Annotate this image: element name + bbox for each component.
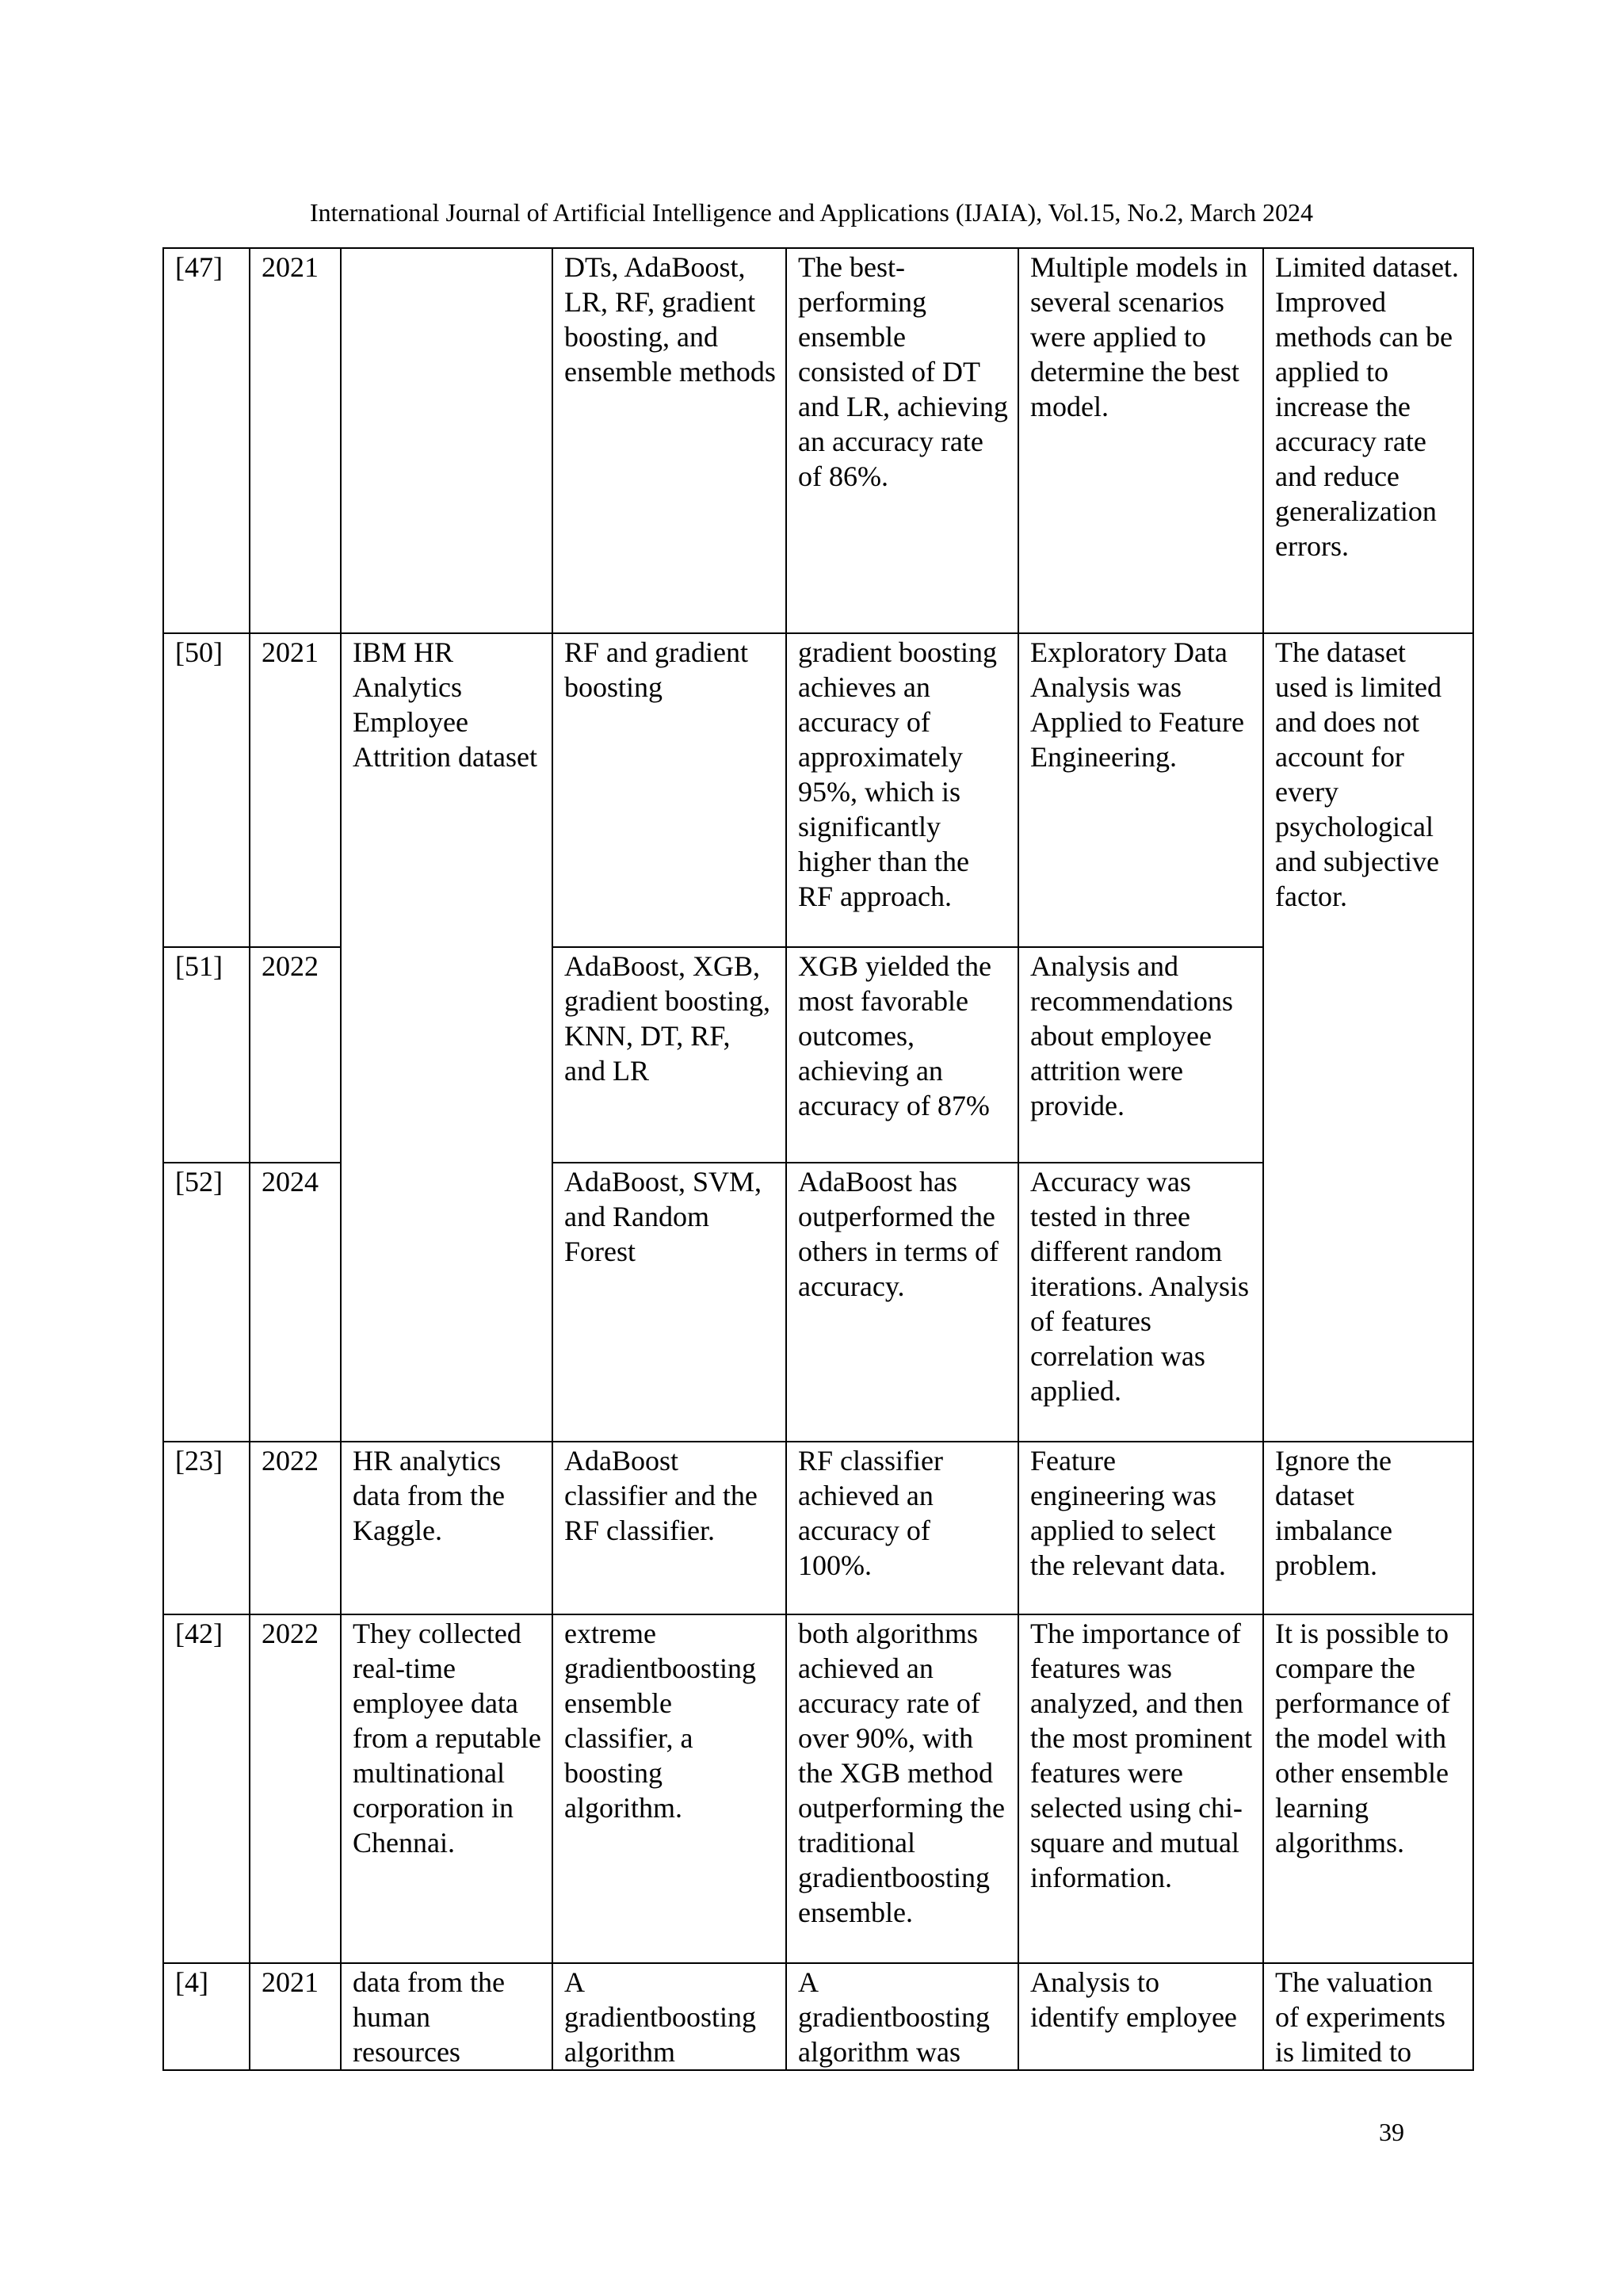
limitation-cell: The valuation of experiments is limited to	[1263, 1963, 1473, 2070]
year-cell: 2022	[250, 1442, 341, 1614]
limitation-cell: It is possible to compare the performance of the model with other ensemble learning algorithms.	[1263, 1614, 1473, 1963]
contribution-cell: Analysis to identify employee	[1018, 1963, 1263, 2070]
results-cell: both algorithms achieved an accuracy rate of over 90%, with the XGB method outperforming the traditional gradientboosting ensemble.	[786, 1614, 1018, 1963]
methods-cell: AdaBoost, SVM, and Random Forest	[552, 1163, 786, 1442]
year-cell: 2021	[250, 248, 341, 633]
results-cell: AdaBoost has outperformed the others in terms of accuracy.	[786, 1163, 1018, 1442]
page-number: 39	[1379, 2118, 1404, 2146]
results-cell: The best-performing ensemble consisted of DT and LR, achieving an accuracy rate of 86%.	[786, 248, 1018, 633]
limitation-cell: The dataset used is limited and does not account for every psychological and subjective factor.	[1263, 633, 1473, 1442]
dataset-cell: HR analytics data from the Kaggle.	[341, 1442, 552, 1614]
table-row	[163, 1614, 1473, 1963]
table-row	[163, 633, 1473, 947]
dataset-cell: IBM HR Analytics Employee Attrition dataset	[341, 633, 552, 1442]
contribution-cell: Accuracy was tested in three different random iterations. Analysis of features correlation was applied.	[1018, 1163, 1263, 1442]
methods-cell: AdaBoost, XGB, gradient boosting, KNN, DT, RF, and LR	[552, 947, 786, 1163]
year-cell: 2022	[250, 947, 341, 1163]
year-cell: 2021	[250, 1963, 341, 2070]
table-row	[163, 1963, 1473, 2070]
contribution-cell: Analysis and recommendations about employee attrition were provide.	[1018, 947, 1263, 1163]
results-cell: gradient boosting achieves an accuracy of approximately 95%, which is significantly higher than the RF approach.	[786, 633, 1018, 947]
table-row	[163, 1442, 1473, 1614]
table-row	[163, 248, 1473, 633]
results-cell: RF classifier achieved an accuracy of 100%.	[786, 1442, 1018, 1614]
contribution-cell: Feature engineering was applied to select the relevant data.	[1018, 1442, 1263, 1614]
year-cell: 2022	[250, 1614, 341, 1963]
ref-cell: [47]	[163, 248, 250, 633]
ref-cell: [23]	[163, 1442, 250, 1614]
ref-cell: [42]	[163, 1614, 250, 1963]
contribution-cell: The importance of features was analyzed, and then the most prominent features were selected using chi-square and mutual information.	[1018, 1614, 1263, 1963]
methods-cell: AdaBoost classifier and the RF classifier.	[552, 1442, 786, 1614]
methods-cell: RF and gradient boosting	[552, 633, 786, 947]
contribution-cell: Multiple models in several scenarios were applied to determine the best model.	[1018, 248, 1263, 633]
contribution-cell: Exploratory Data Analysis was Applied to Feature Engineering.	[1018, 633, 1263, 947]
methods-cell: DTs, AdaBoost, LR, RF, gradient boosting, and ensemble methods	[552, 248, 786, 633]
results-cell: A gradientboosting algorithm was	[786, 1963, 1018, 2070]
year-cell: 2024	[250, 1163, 341, 1442]
ref-cell: [51]	[163, 947, 250, 1163]
running-header: International Journal of Artificial Intelligence and Applications (IJAIA), Vol.15, No.2, March 2024	[309, 198, 1314, 227]
methods-cell: extreme gradientboosting ensemble classifier, a boosting algorithm.	[552, 1614, 786, 1963]
limitation-cell: Limited dataset. Improved methods can be applied to increase the accuracy rate and reduce generalization errors.	[1263, 248, 1473, 633]
ref-cell: [50]	[163, 633, 250, 947]
ref-cell: [4]	[163, 1963, 250, 2070]
methods-cell: A gradientboosting algorithm	[552, 1963, 786, 2070]
dataset-cell	[341, 248, 552, 633]
literature-table	[162, 247, 1474, 2071]
results-cell: XGB yielded the most favorable outcomes, achieving an accuracy of 87%	[786, 947, 1018, 1163]
year-cell: 2021	[250, 633, 341, 947]
dataset-cell: They collected real-time employee data from a reputable multinational corporation in Chennai.	[341, 1614, 552, 1963]
limitation-cell: Ignore the dataset imbalance problem.	[1263, 1442, 1473, 1614]
ref-cell: [52]	[163, 1163, 250, 1442]
dataset-cell: data from the human resources	[341, 1963, 552, 2070]
